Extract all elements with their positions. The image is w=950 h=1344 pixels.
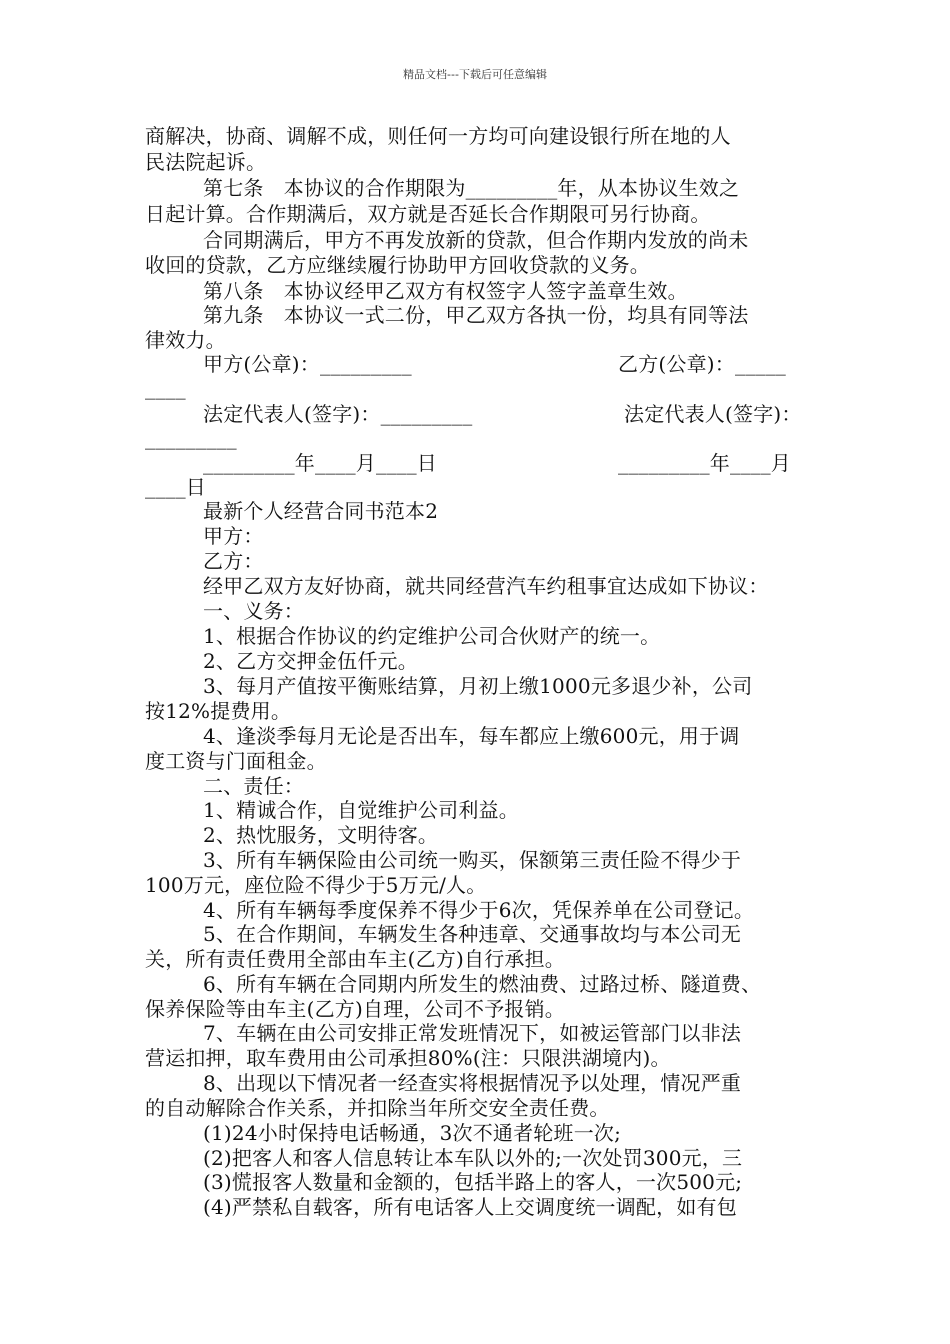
party-a-representative: 法定代表人(签字)：_________ xyxy=(203,402,473,426)
text-line: 6、所有车辆在合同期内所发生的燃油费、过路过桥、隧道费、 xyxy=(203,972,762,996)
text-line: 2、热忱服务，文明待客。 xyxy=(203,823,439,847)
text-line: 关，所有责任费用全部由车主(乙方)自行承担。 xyxy=(145,947,566,971)
party-a-seal: 甲方(公章)：_________ xyxy=(203,352,412,376)
text-line: 商解决，协商、调解不成，则任何一方均可向建设银行所在地的人 xyxy=(145,124,731,148)
text-line: ____ xyxy=(145,376,186,400)
party-b-date: _________年____月 xyxy=(618,451,791,475)
text-line: 甲方： xyxy=(203,524,264,548)
text-line: 经甲乙双方友好协商，就共同经营汽车约租事宜达成如下协议： xyxy=(203,574,769,598)
text-line: (1)24小时保持电话畅通，3次不通者轮班一次; xyxy=(203,1121,622,1145)
text-line: 营运扣押，取车费用由公司承担80%(注：只限洪湖境内)。 xyxy=(145,1046,671,1070)
text-line: 民法院起诉。 xyxy=(145,150,267,174)
text-line: 1、精诚合作，自觉维护公司利益。 xyxy=(203,798,519,822)
text-line: 第八条 本协议经甲乙双方有权签字人签字盖章生效。 xyxy=(203,279,688,303)
text-line: 保养保险等由车主(乙方)自理，公司不予报销。 xyxy=(145,997,566,1021)
text-line: (4)严禁私自载客，所有电话客人上交调度统一调配，如有包 xyxy=(203,1195,737,1219)
text-line: 合同期满后，甲方不再发放新的贷款，但合作期内发放的尚未 xyxy=(203,228,749,252)
text-line: 3、所有车辆保险由公司统一购买，保额第三责任险不得少于 xyxy=(203,848,742,872)
text-line: 1、根据合作协议的约定维护公司合伙财产的统一。 xyxy=(203,624,661,648)
text-line: 按12%提费用。 xyxy=(145,699,292,723)
party-b-representative: 法定代表人(签字)： xyxy=(624,402,802,426)
text-line: 第九条 本协议一式二份，甲乙双方各执一份，均具有同等法 xyxy=(203,303,749,327)
text-line: 二、责任： xyxy=(203,774,304,798)
text-line: 收回的贷款，乙方应继续履行协助甲方回收贷款的义务。 xyxy=(145,253,650,277)
text-line: 7、车辆在由公司安排正常发班情况下，如被运管部门以非法 xyxy=(203,1021,742,1045)
party-b-seal: 乙方(公章)：_____ xyxy=(618,352,787,376)
text-line: 3、每月产值按平衡账结算，月初上缴1000元多退少补，公司 xyxy=(203,674,753,698)
text-line: 100万元，座位险不得少于5万元/人。 xyxy=(145,873,487,897)
page-header: 精品文档---下载后可任意编辑 xyxy=(403,68,547,81)
party-a-date: _________年____月____日 xyxy=(203,451,437,475)
text-line: (2)把客人和客人信息转让本车队以外的;一次处罚300元，三 xyxy=(203,1146,743,1170)
text-line: ____日 xyxy=(145,475,206,499)
text-line: 日起计算。合作期满后，双方就是否延长合作期限可另行协商。 xyxy=(145,202,711,226)
text-line: (3)慌报客人数量和金额的，包括半路上的客人，一次500元; xyxy=(203,1170,743,1194)
text-line: 的自动解除合作关系，并扣除当年所交安全责任费。 xyxy=(145,1096,610,1120)
text-line: 5、在合作期间，车辆发生各种违章、交通事故均与本公司无 xyxy=(203,922,742,946)
text-line: 乙方： xyxy=(203,549,264,573)
text-line: _________ xyxy=(145,426,237,450)
text-line: 律效力。 xyxy=(145,328,226,352)
text-line: 第七条 本协议的合作期限为_________年，从本协议生效之 xyxy=(203,176,740,200)
text-line: 4、逢淡季每月无论是否出车，每车都应上缴600元，用于调 xyxy=(203,724,740,748)
text-line: 2、乙方交押金伍仟元。 xyxy=(203,649,418,673)
text-line: 8、出现以下情况者一经查实将根据情况予以处理，情况严重 xyxy=(203,1071,742,1095)
text-line: 度工资与门面租金。 xyxy=(145,749,327,773)
text-line: 4、所有车辆每季度保养不得少于6次，凭保养单在公司登记。 xyxy=(203,898,755,922)
text-line: 一、义务： xyxy=(203,599,304,623)
section-title: 最新个人经营合同书范本2 xyxy=(203,499,439,523)
